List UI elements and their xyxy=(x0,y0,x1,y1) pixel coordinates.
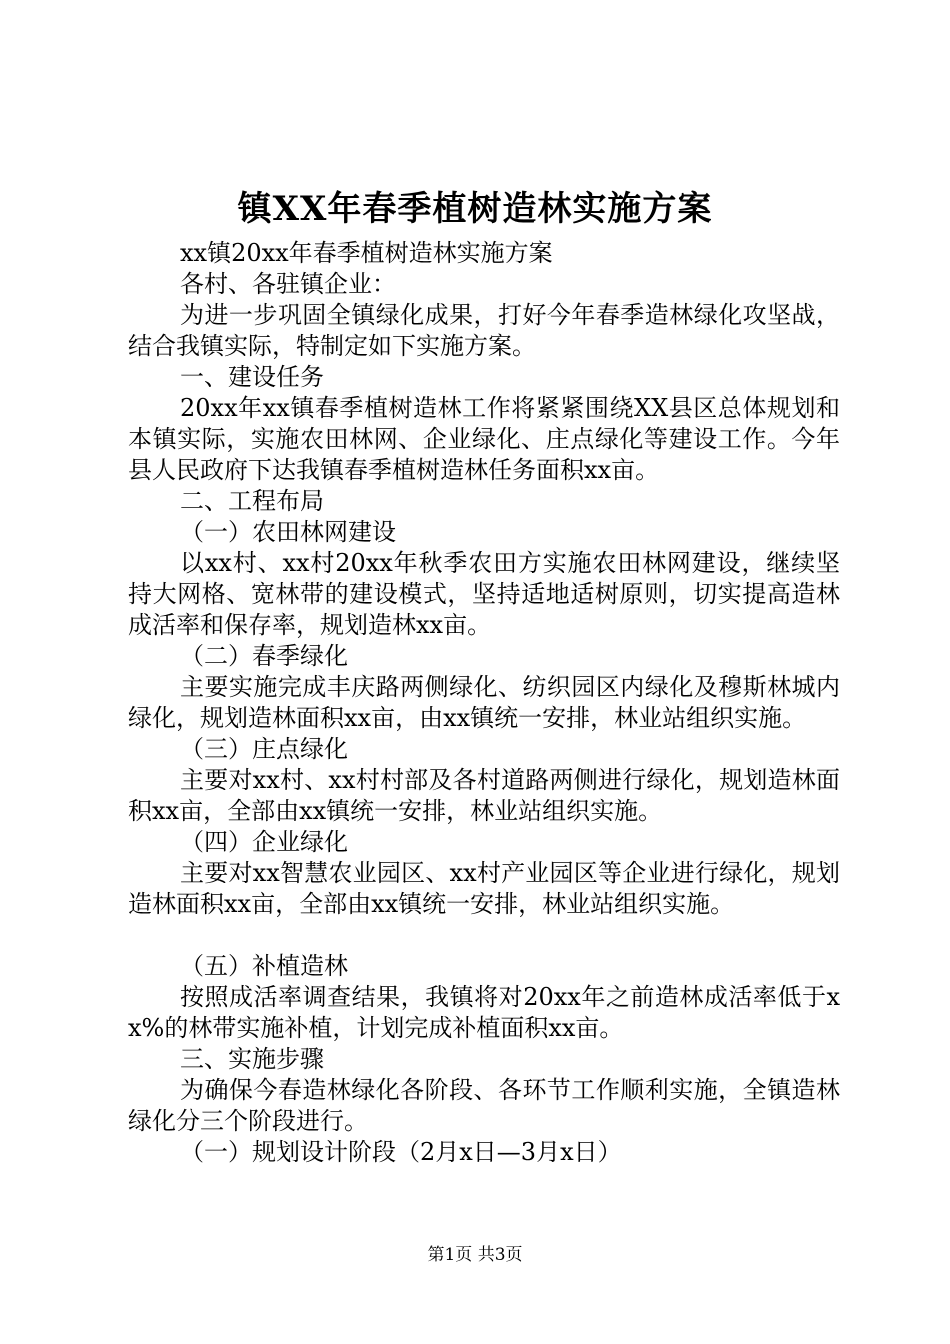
paragraph-intro: 为进一步巩固全镇绿化成果，打好今年春季造林绿化攻坚战，结合我镇实际，特制定如下实施方案。 xyxy=(128,301,840,360)
document-body xyxy=(128,238,840,1168)
section-heading-2: 二、工程布局 xyxy=(180,487,324,515)
section-heading-1: 一、建设任务 xyxy=(180,363,324,391)
paragraph-salutation: 各村、各驻镇企业： xyxy=(180,270,396,298)
paragraph-subsection-2-3: 主要对xx村、xx村村部及各村道路两侧进行绿化，规划造林面积xx亩，全部由xx镇统一安排，林业站组织实施。 xyxy=(128,766,840,825)
subsection-heading-2-3: （三）庄点绿化 xyxy=(180,735,348,763)
subsection-heading-2-5: （五）补植造林 xyxy=(180,952,348,980)
subsection-heading-2-1: （一）农田林网建设 xyxy=(180,518,396,546)
paragraph-section-1: 20xx年xx镇春季植树造林工作将紧紧围绕XX县区总体规划和本镇实际，实施农田林网、企业绿化、庄点绿化等建设工作。今年县人民政府下达我镇春季植树造林任务面积xx亩。 xyxy=(128,394,840,484)
subsection-heading-2-4: （四）企业绿化 xyxy=(180,828,348,856)
paragraph-subsection-2-1: 以xx村、xx村20xx年秋季农田方实施农田林网建设，继续坚持大网格、宽林带的建设模式，坚持适地适树原则，切实提高造林成活率和保存率，规划造林xx亩。 xyxy=(128,549,840,639)
section-heading-3: 三、实施步骤 xyxy=(180,1045,324,1073)
paragraph-subsection-2-4: 主要对xx智慧农业园区、xx村产业园区等企业进行绿化，规划造林面积xx亩，全部由xx镇统一安排，林业站组织实施。 xyxy=(128,859,840,918)
document-title: 镇XX年春季植树造林实施方案 xyxy=(237,189,713,229)
paragraph-gap xyxy=(128,920,840,951)
subsection-heading-3-1: （一）规划设计阶段（2月x日—3月x日） xyxy=(180,1138,622,1166)
subsection-heading-2-2: （二）春季绿化 xyxy=(180,642,348,670)
paragraph-doc-heading: xx镇20xx年春季植树造林实施方案 xyxy=(180,239,553,267)
paragraph-section-3: 为确保今春造林绿化各阶段、各环节工作顺利实施，全镇造林绿化分三个阶段进行。 xyxy=(128,1076,840,1135)
paragraph-subsection-2-5: 按照成活率调查结果，我镇将对20xx年之前造林成活率低于xx%的林带实施补植，计划完成补植面积xx亩。 xyxy=(128,983,840,1042)
paragraph-subsection-2-2: 主要实施完成丰庆路两侧绿化、纺织园区内绿化及穆斯林城内绿化，规划造林面积xx亩，由xx镇统一安排，林业站组织实施。 xyxy=(128,673,840,732)
page-footer: 第1页 共3页 xyxy=(427,1245,523,1265)
